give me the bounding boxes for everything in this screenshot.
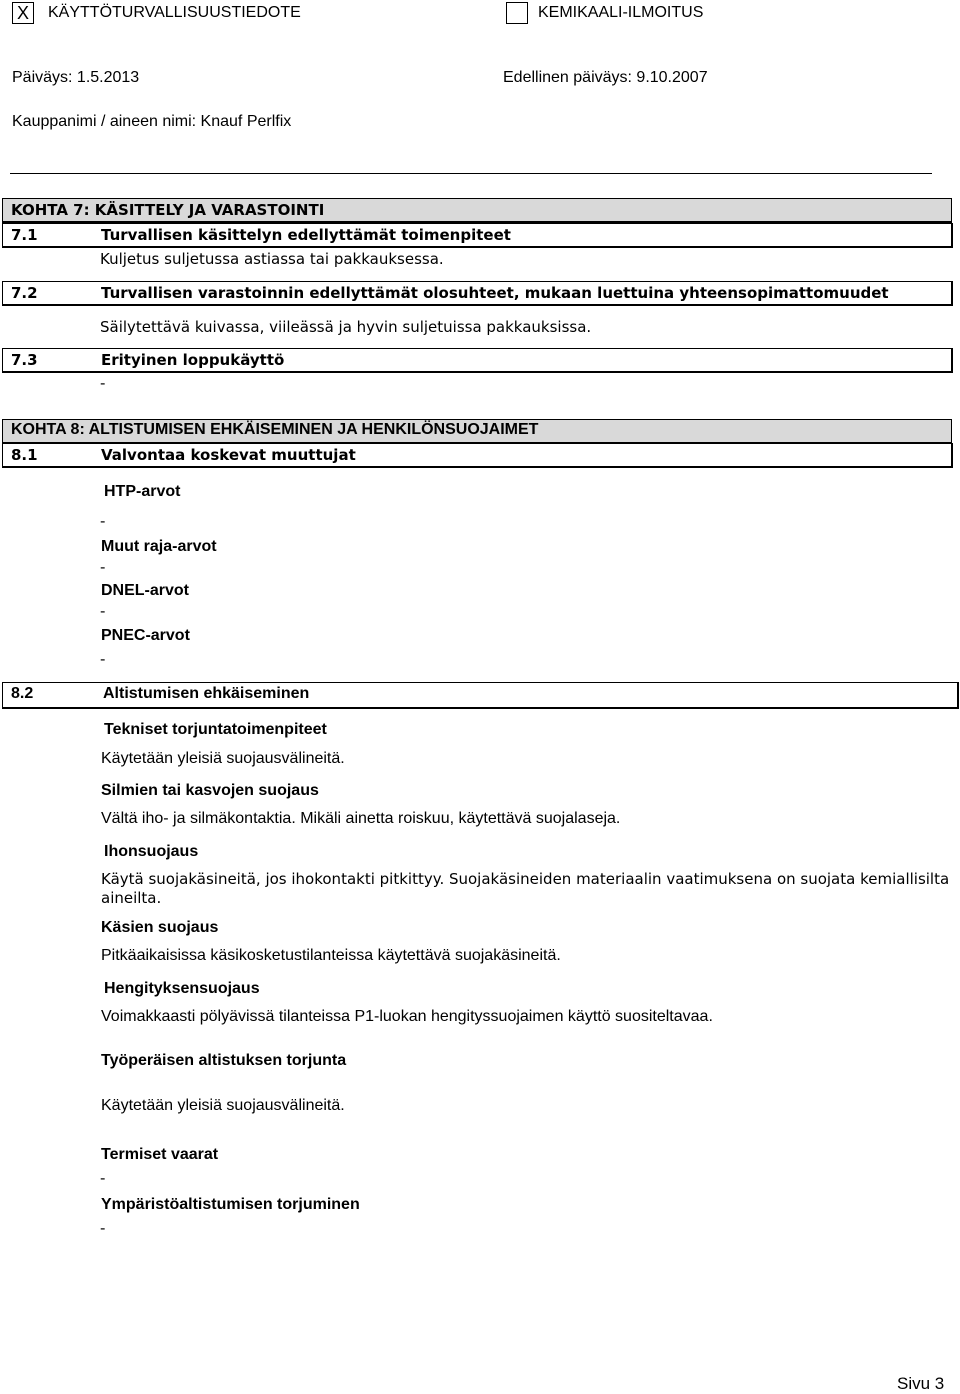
subsection-7-1-title: Turvallisen käsittelyn edellyttämät toimenpiteet [101, 226, 511, 244]
subsection-7-3-number: 7.3 [11, 351, 38, 369]
subsection-7-1-header [2, 223, 953, 248]
subsection-8-2-number: 8.2 [11, 685, 34, 702]
occupational-exposure-text: Käytetään yleisiä suojausvälineitä. [101, 1097, 345, 1114]
subsection-7-1-text: Kuljetus suljetussa astiassa tai pakkauksessa. [100, 250, 444, 268]
pnec-values-label: PNEC-arvot [101, 627, 190, 644]
other-limit-values-label: Muut raja-arvot [101, 538, 217, 555]
hand-protection-label: Käsien suojaus [101, 919, 219, 936]
checkbox-safety-data-sheet-label: KÄYTTÖTURVALLISUUSTIEDOTE [48, 4, 301, 21]
htp-values-value: - [100, 512, 106, 530]
document-date: Päiväys: 1.5.2013 [12, 69, 140, 86]
eye-protection-label: Silmien tai kasvojen suojaus [101, 782, 319, 799]
section-7-title: KOHTA 7: KÄSITTELY JA VARASTOINTI [11, 201, 325, 219]
occupational-exposure-label: Työperäisen altistuksen torjunta [101, 1052, 347, 1069]
technical-measures-text: Käytetään yleisiä suojausvälineitä. [101, 750, 345, 767]
section-8-header [2, 419, 952, 444]
pnec-values-value: - [100, 650, 106, 668]
subsection-7-2-number: 7.2 [11, 284, 38, 302]
skin-protection-text-line1: Käytä suojakäsineitä, jos ihokontakti pitkittyy. Suojakäsineiden materiaalin vaatimuksena on suojata kemiallisilta [101, 870, 950, 888]
htp-values-label: HTP-arvot [104, 483, 181, 500]
subsection-8-1-title: Valvontaa koskevat muuttujat [101, 446, 356, 464]
subsection-7-1-number: 7.1 [11, 226, 38, 244]
checkbox-chemical-notification[interactable] [506, 2, 528, 24]
product-name: Kauppanimi / aineen nimi: Knauf Perlfix [12, 113, 292, 130]
subsection-8-1-header [2, 443, 953, 468]
section-8-title: KOHTA 8: ALTISTUMISEN EHKÄISEMINEN JA HENKILÖNSUOJAIMET [11, 421, 539, 438]
subsection-8-2-title: Altistumisen ehkäiseminen [103, 685, 310, 702]
subsection-7-2-text: Säilytettävä kuivassa, viileässä ja hyvin suljetuissa pakkauksissa. [100, 318, 592, 336]
environmental-exposure-label: Ympäristöaltistumisen torjuminen [101, 1196, 360, 1213]
hand-protection-text: Pitkäaikaisissa käsikosketustilanteissa käytettävä suojakäsineitä. [101, 947, 561, 964]
thermal-hazards-text: - [100, 1169, 106, 1187]
dnel-values-label: DNEL-arvot [101, 582, 190, 599]
subsection-8-2-header [2, 682, 959, 709]
other-limit-values-value: - [100, 558, 106, 576]
section-7-header [2, 198, 952, 223]
dnel-values-value: - [100, 602, 106, 620]
header-divider [10, 173, 932, 174]
subsection-7-2-header [2, 281, 953, 306]
subsection-8-1-number: 8.1 [11, 446, 38, 464]
eye-protection-text: Vältä iho- ja silmäkontaktia. Mikäli ainetta roiskuu, käytettävä suojalaseja. [101, 810, 621, 827]
previous-date: Edellinen päiväys: 9.10.2007 [503, 69, 708, 86]
checkbox-chemical-notification-label: KEMIKAALI-ILMOITUS [538, 4, 704, 21]
skin-protection-label: Ihonsuojaus [104, 843, 199, 860]
subsection-7-3-text: - [100, 374, 106, 392]
page-number: Sivu 3 [897, 1374, 945, 1393]
skin-protection-text-line2: aineilta. [101, 889, 162, 907]
thermal-hazards-label: Termiset vaarat [101, 1146, 219, 1163]
checkbox-safety-data-sheet[interactable]: X [12, 2, 34, 24]
subsection-7-2-title: Turvallisen varastoinnin edellyttämät olosuhteet, mukaan luettuina yhteensopimattomuudet [101, 284, 889, 302]
respiratory-protection-label: Hengityksensuojaus [104, 980, 260, 997]
subsection-7-3-header [2, 348, 953, 373]
environmental-exposure-text: - [100, 1219, 106, 1237]
subsection-7-3-title: Erityinen loppukäyttö [101, 351, 285, 369]
respiratory-protection-text: Voimakkaasti pölyävissä tilanteissa P1-luokan hengityssuojaimen käyttö suositeltavaa. [101, 1008, 713, 1025]
technical-measures-label: Tekniset torjuntatoimenpiteet [104, 721, 327, 738]
